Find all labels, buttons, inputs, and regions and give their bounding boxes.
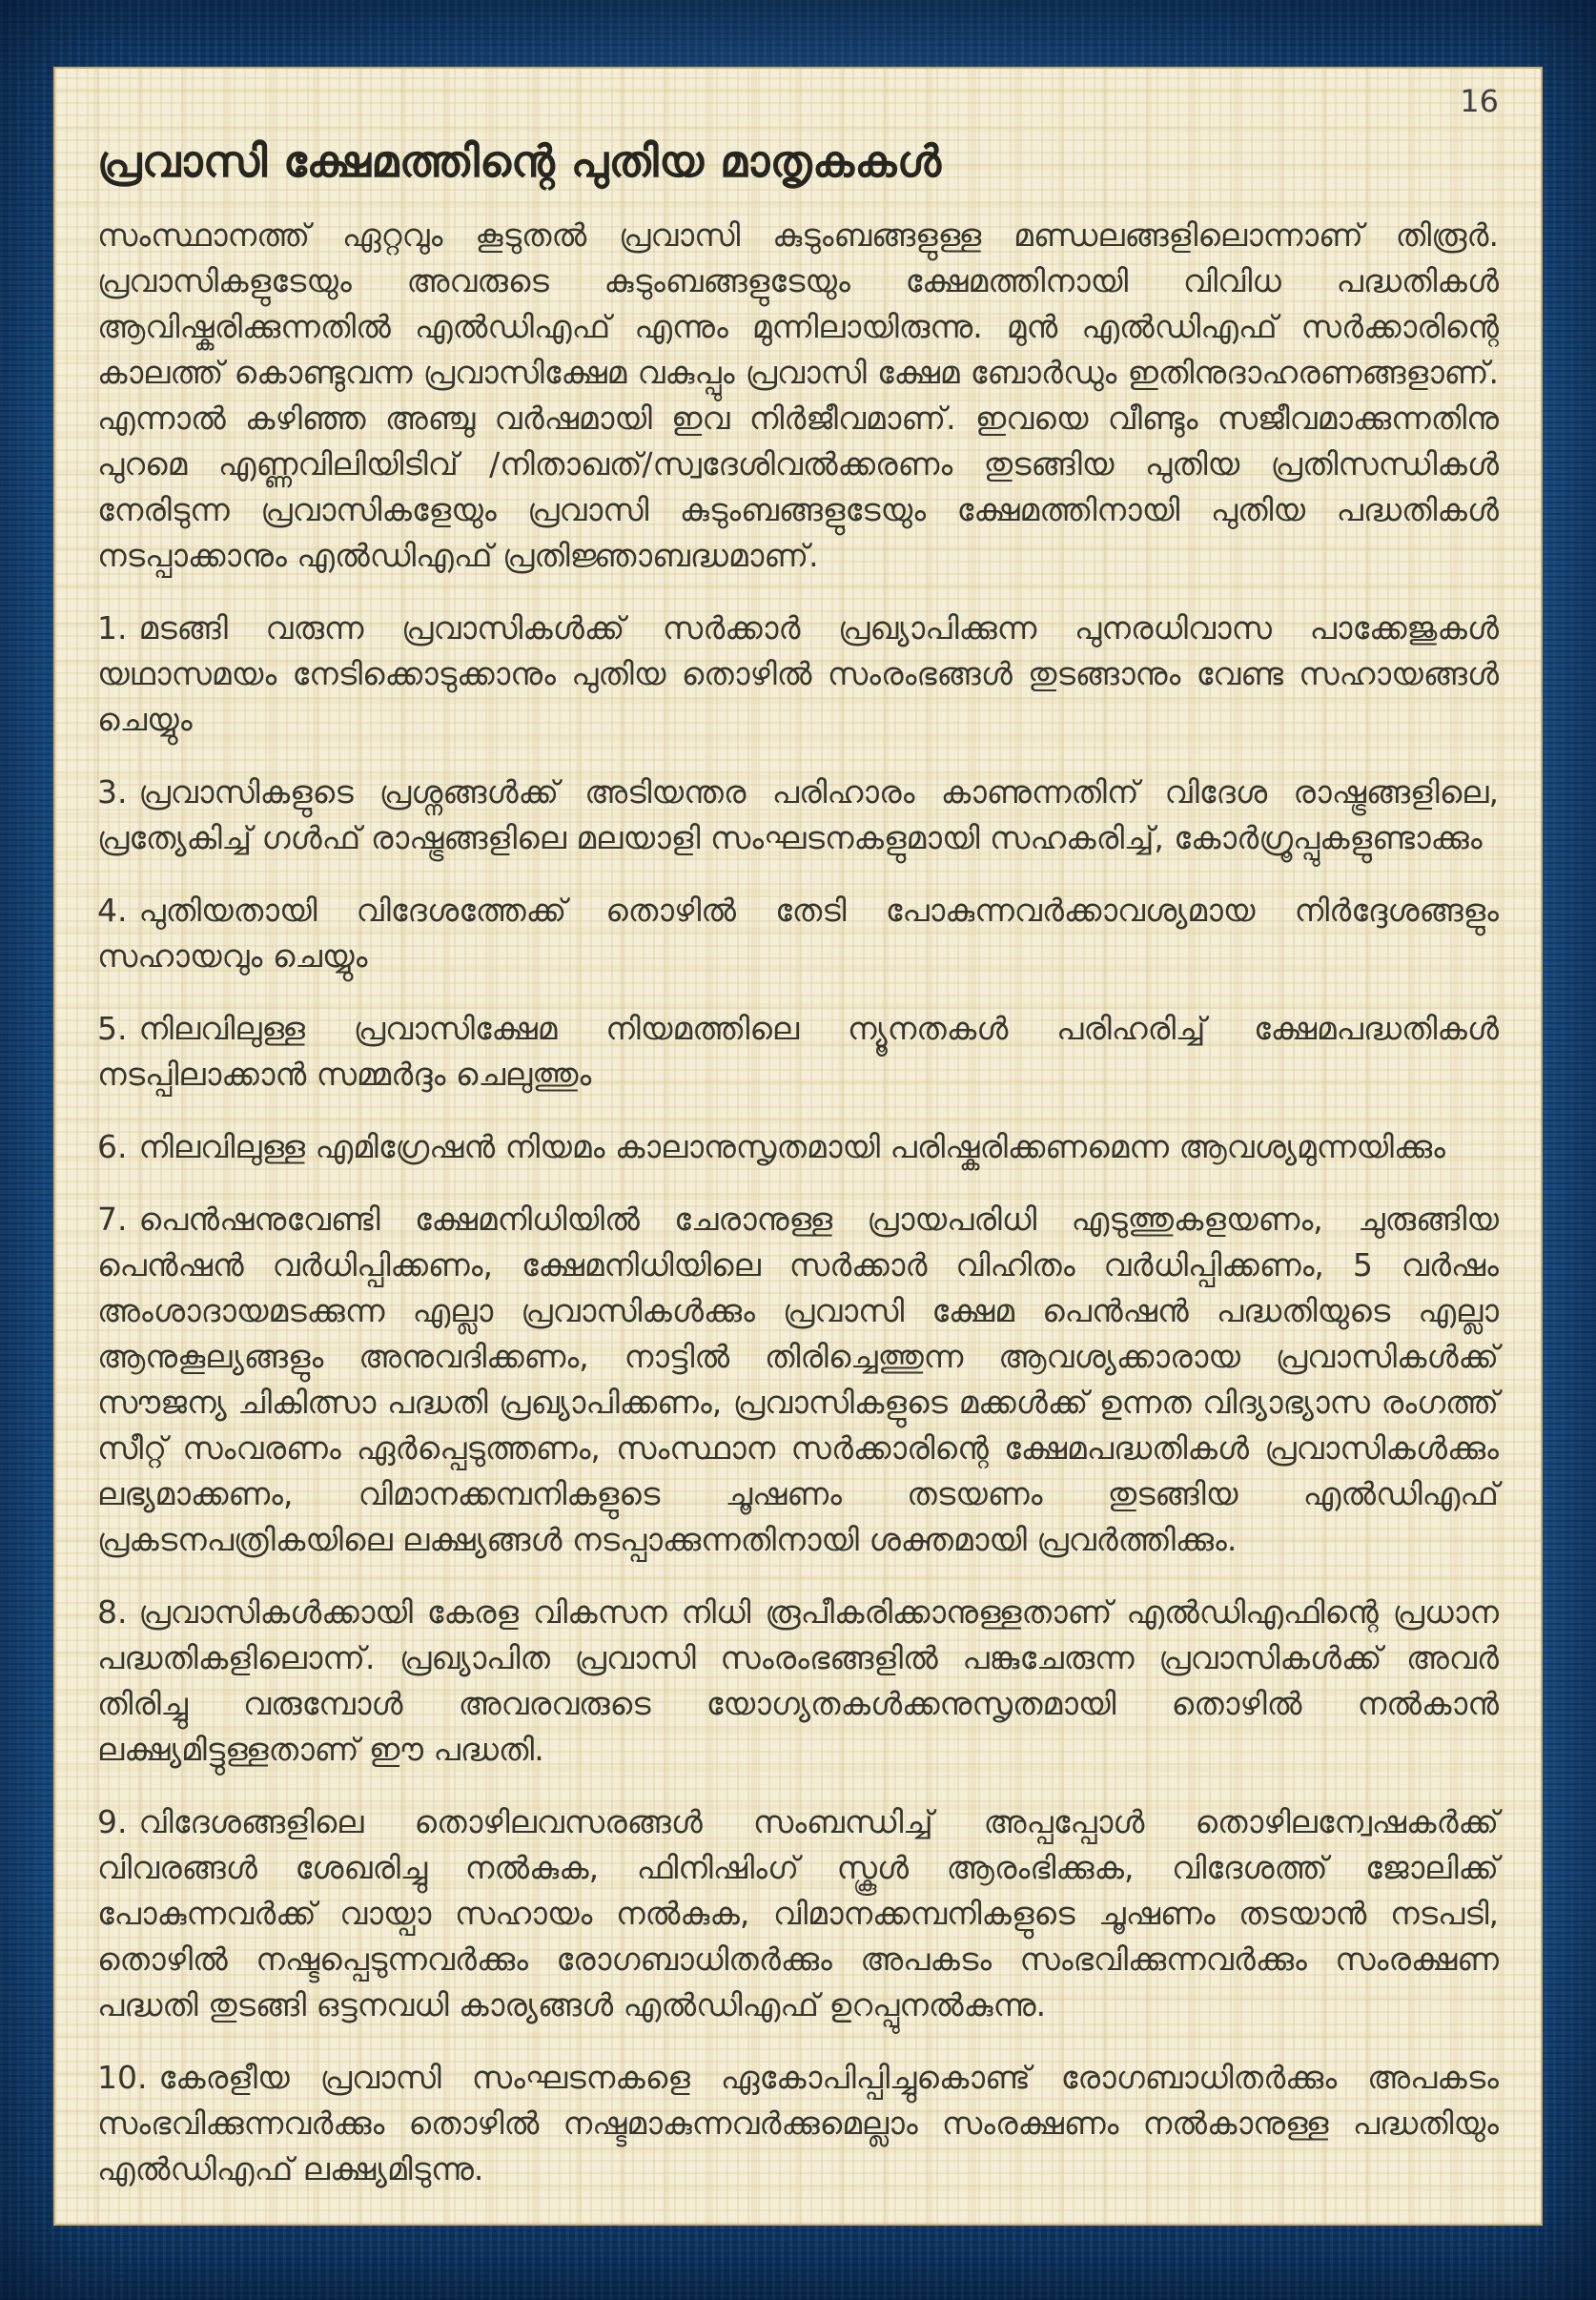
item-text: വിദേശങ്ങളിലെ തൊഴിലവസരങ്ങൾ സംബന്ധിച്ച് അപ്പപ്പോൾ തൊഴിലന്വേഷകർക്ക് വിവരങ്ങൾ ശേഖരിച്ചു നൽകുക, ഫിനിഷിംഗ് സ്കൂൾ ആരംഭിക്കുക, വിദേശത്ത് ജോലിക്ക് പോകുന്നവർക്ക് വായ്പാ സഹായം നൽകുക, വിമാനക്കമ്പനികളുടെ ചൂഷണം തടയാൻ നടപടി, തൊഴിൽ നഷ്ടപ്പെടുന്നവർക്കും രോഗബാധിതർക്കും അപകടം സംഭവിക്കുന്നവർക്കും സംരക്ഷണ പദ്ധതി തുടങ്ങി ഒട്ടനവധി കാര്യങ്ങൾ എൽഡിഎഫ് ഉറപ്പുനൽകുന്നു. <box>97 1803 1499 2024</box>
item-number: 6. <box>97 1128 128 1166</box>
manifesto-item <box>97 1124 1499 1170</box>
item-text: കേരളീയ പ്രവാസി സംഘടനകളെ ഏകോപിപ്പിച്ചുകൊണ്ട് രോഗബാധിതർക്കും അപകടം സംഭവിക്കുന്നവർക്കും തൊഴിൽ നഷ്ടമാകുന്നവർക്കുമെല്ലാം സംരക്ഷണം നൽകാനുള്ള പദ്ധതിയും എൽഡിഎഫ് ലക്ഷ്യമിടുന്നു. <box>97 2059 1499 2188</box>
manifesto-item <box>97 1799 1499 2028</box>
manifesto-item <box>97 606 1499 743</box>
item-number: 5. <box>97 1010 128 1048</box>
item-text: നിലവിലുള്ള എമിഗ്രേഷൻ നിയമം കാലാനുസൃതമായി പരിഷ്കരിക്കണമെന്ന ആവശ്യമുന്നയിക്കും <box>138 1128 1445 1166</box>
page-number: 16 <box>1460 83 1499 119</box>
intro-paragraph: സംസ്ഥാനത്ത് ഏറ്റവും കൂടുതൽ പ്രവാസി കുടുംബങ്ങളുള്ള മണ്ഡലങ്ങളിലൊന്നാണ് തിരൂർ. പ്രവാസികളുടേയും അവരുടെ കുടുംബങ്ങളുടേയും ക്ഷേമത്തിനായി വിവിധ പദ്ധതികൾ ആവിഷ്കരിക്കുന്നതിൽ എൽഡിഎഫ് എന്നും മുന്നിലായിരുന്നു. മുൻ എൽഡിഎഫ് സർക്കാരിന്റെ കാലത്ത് കൊണ്ടുവന്ന പ്രവാസിക്ഷേമ വകുപ്പും പ്രവാസി ക്ഷേമ ബോർഡും ഇതിനുദാഹരണങ്ങളാണ്. എന്നാൽ കഴിഞ്ഞ അഞ്ചു വർഷമായി ഇവ നിർജീവമാണ്. ഇവയെ വീണ്ടും സജീവമാക്കുന്നതിനു പുറമെ എണ്ണവിലിയിടിവ് /നിതാഖത്/സ്വദേശിവൽക്കരണം തുടങ്ങിയ പുതിയ പ്രതിസന്ധികൾ നേരിടുന്ന പ്രവാസികളേയും പ്രവാസി കുടുംബങ്ങളുടേയും ക്ഷേമത്തിനായി പുതിയ പദ്ധതികൾ നടപ്പാക്കാനും എൽഡിഎഫ് പ്രതിജ്ഞാബദ്ധമാണ്. <box>97 216 1499 575</box>
item-number: 8. <box>97 1593 128 1632</box>
item-text: നിലവിലുള്ള പ്രവാസിക്ഷേമ നിയമത്തിലെ ന്യൂനതകൾ പരിഹരിച്ച് ക്ഷേമപദ്ധതികൾ നടപ്പിലാക്കാൻ സമ്മർദ്ദം ചെലുത്തും <box>97 1010 1499 1094</box>
manifesto-item <box>97 1590 1499 1773</box>
document-page <box>53 67 1543 2226</box>
item-text: മടങ്ങി വരുന്ന പ്രവാസികൾക്ക് സർക്കാർ പ്രഖ്യാപിക്കുന്ന പുനരധിവാസ പാക്കേജുകൾ യഥാസമയം നേടിക്കൊടുക്കാനും പുതിയ തൊഴിൽ സംരംഭങ്ങൾ തുടങ്ങാനും വേണ്ട സഹായങ്ങൾ ചെയ്യും <box>97 609 1499 739</box>
item-number: 10. <box>97 2059 148 2097</box>
manifesto-item <box>97 1197 1499 1563</box>
manifesto-item <box>97 888 1499 979</box>
item-text: പെൻഷനുവേണ്ടി ക്ഷേമനിധിയിൽ ചേരാനുള്ള പ്രായപരിധി എടുത്തുകളയണം, ചുരുങ്ങിയ പെൻഷൻ വർധിപ്പിക്കണം, ക്ഷേമനിധിയിലെ സർക്കാർ വിഹിതം വർധിപ്പിക്കണം, 5 വർഷം അംശാദായമടക്കുന്ന എല്ലാ പ്രവാസികൾക്കും പ്രവാസി ക്ഷേമ പെൻഷൻ പദ്ധതിയുടെ എല്ലാ ആനുകൂല്യങ്ങളും അനുവദിക്കണം, നാട്ടിൽ തിരിച്ചെത്തുന്ന ആവശ്യക്കാരായ പ്രവാസികൾക്ക് സൗജന്യ ചികിത്സാ പദ്ധതി പ്രഖ്യാപിക്കണം, പ്രവാസികളുടെ മക്കൾക്ക് ഉന്നത വിദ്യാഭ്യാസ രംഗത്ത് സീറ്റ് സംവരണം ഏർപ്പെടുത്തണം, സംസ്ഥാന സർക്കാരിന്റെ ക്ഷേമപദ്ധതികൾ പ്രവാസികൾക്കും ലഭ്യമാക്കണം, വിമാനക്കമ്പനികളുടെ ചൂഷണം തടയണം തുടങ്ങിയ എൽഡിഎഫ് പ്രകടനപത്രികയിലെ ലക്ഷ്യങ്ങൾ നടപ്പാക്കുന്നതിനായി ശക്തമായി പ്രവർത്തിക്കും. <box>97 1201 1499 1559</box>
item-text: പ്രവാസികൾക്കായി കേരള വികസന നിധി രൂപീകരിക്കാനുള്ളതാണ് എൽഡിഎഫിന്റെ പ്രധാന പദ്ധതികളിലൊന്ന്. പ്രഖ്യാപിത പ്രവാസി സംരംഭങ്ങളിൽ പങ്കുചേരുന്ന പ്രവാസികൾക്ക് അവർ തിരിച്ചു വരുമ്പോൾ അവരവരുടെ യോഗ്യതകൾക്കനുസൃതമായി തൊഴിൽ നൽകാൻ ലക്ഷ്യമിട്ടുള്ളതാണ് ഈ പദ്ധതി. <box>97 1593 1499 1769</box>
item-text: പുതിയതായി വിദേശത്തേക്ക് തൊഴിൽ തേടി പോകുന്നവർക്കാവശ്യമായ നിർദ്ദേശങ്ങളും സഹായവും ചെയ്യും <box>97 892 1499 975</box>
page-title: പ്രവാസി ക്ഷേമത്തിന്റെ പുതിയ മാതൃകകൾ <box>97 135 942 187</box>
manifesto-item <box>97 1006 1499 1098</box>
item-number: 4. <box>97 892 128 930</box>
item-number: 3. <box>97 773 128 811</box>
item-number: 7. <box>97 1201 128 1239</box>
item-text: പ്രവാസികളുടെ പ്രശ്നങ്ങൾക്ക് അടിയന്തര പരിഹാരം കാണുന്നതിന് വിദേശ രാഷ്ട്രങ്ങളിലെ, പ്രത്യേകിച്ച് ഗൾഫ് രാഷ്ട്രങ്ങളിലെ മലയാളി സംഘടനകളുമായി സഹകരിച്ച്, കോർഗ്രൂപ്പുകളുണ്ടാക്കും <box>97 773 1499 857</box>
manifesto-item <box>97 2055 1499 2192</box>
item-number: 1. <box>97 609 128 647</box>
item-number: 9. <box>97 1803 128 1841</box>
manifesto-item <box>97 770 1499 861</box>
